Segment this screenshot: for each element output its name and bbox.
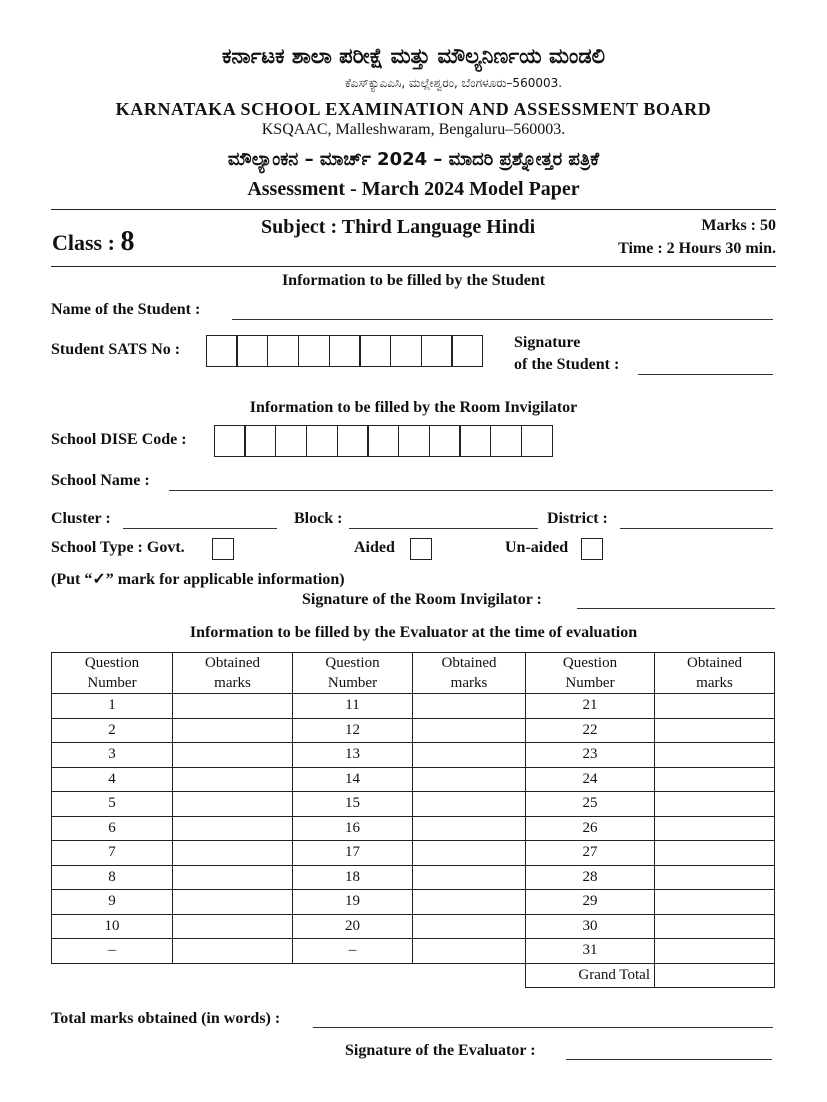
question-number-cell: 6 — [52, 816, 173, 841]
duration: Time : 2 Hours 30 min. — [618, 240, 776, 257]
obtained-marks-cell[interactable] — [413, 841, 526, 866]
obtained-marks-cell[interactable] — [173, 816, 293, 841]
cluster-label: Cluster : — [51, 510, 111, 527]
tick-note: (Put “✓” mark for applicable information) — [51, 571, 345, 588]
question-number-cell: 16 — [293, 816, 413, 841]
evaluator-signature-field[interactable] — [566, 1059, 772, 1060]
evaluator-section-heading: Information to be filled by the Evaluator at the time of evaluation — [189, 624, 638, 641]
header-question-number: Question Number — [52, 653, 173, 694]
obtained-marks-cell[interactable] — [173, 890, 293, 915]
dise-code-boxes[interactable] — [215, 425, 553, 457]
block-field[interactable] — [349, 528, 538, 529]
obtained-marks-cell[interactable] — [413, 792, 526, 817]
invigilator-signature-label: Signature of the Room Invigilator : — [302, 591, 542, 608]
obtained-marks-cell[interactable] — [413, 816, 526, 841]
question-number-cell: 4 — [52, 767, 173, 792]
question-number-cell: 8 — [52, 865, 173, 890]
class-label: Class : — [52, 230, 115, 255]
max-marks: Marks : 50 — [701, 217, 776, 234]
question-number-cell: 2 — [52, 718, 173, 743]
obtained-marks-cell[interactable] — [413, 718, 526, 743]
student-signature-field[interactable] — [638, 374, 773, 375]
obtained-marks-cell[interactable] — [655, 718, 775, 743]
question-number-cell: 14 — [293, 767, 413, 792]
table-row — [52, 718, 775, 743]
table-row — [52, 890, 775, 915]
district-label: District : — [547, 510, 608, 527]
school-name-label: School Name : — [51, 472, 150, 489]
empty-cell — [293, 963, 413, 988]
obtained-marks-cell[interactable] — [413, 914, 526, 939]
school-name-field[interactable] — [169, 490, 773, 491]
obtained-marks-cell[interactable] — [655, 841, 775, 866]
header-question-number: Question Number — [526, 653, 655, 694]
marks-table-header-row — [52, 653, 775, 694]
empty-cell — [173, 963, 293, 988]
obtained-marks-cell[interactable] — [655, 914, 775, 939]
board-name-kannada: ಕರ್ನಾಟಕ ಶಾಲಾ ಪರೀಕ್ಷೆ ಮತ್ತು ಮೌಲ್ಯನಿರ್ಣಯ ಮಂಡಲಿ — [221, 44, 606, 68]
obtained-marks-cell[interactable] — [413, 743, 526, 768]
question-number-cell: 19 — [293, 890, 413, 915]
obtained-marks-cell[interactable] — [413, 865, 526, 890]
question-number-cell: 11 — [293, 694, 413, 719]
header-question-number: Question Number — [293, 653, 413, 694]
dise-code-label: School DISE Code : — [51, 431, 187, 448]
obtained-marks-cell[interactable] — [655, 792, 775, 817]
aided-label: Aided — [354, 539, 395, 556]
question-number-cell: 12 — [293, 718, 413, 743]
exam-title-english: Assessment - March 2024 Model Paper — [247, 178, 580, 200]
question-number-cell: 30 — [526, 914, 655, 939]
question-number-cell: 31 — [526, 939, 655, 964]
obtained-marks-cell[interactable] — [173, 767, 293, 792]
obtained-marks-cell[interactable] — [413, 694, 526, 719]
grand-total-label: Grand Total — [526, 963, 655, 988]
class-info — [52, 226, 134, 258]
info-divider — [51, 266, 776, 267]
exam-title-kannada: ಮೌಲ್ಯಾಂಕನ – ಮಾರ್ಚ್ 2024 – ಮಾದರಿ ಪ್ರಶ್ನೋತ್ತರ ಪತ್ರಿಕೆ — [227, 149, 600, 170]
student-signature-label-1: Signature — [514, 334, 581, 351]
table-row — [52, 694, 775, 719]
question-number-cell: 9 — [52, 890, 173, 915]
obtained-marks-cell[interactable] — [173, 914, 293, 939]
question-number-cell: 7 — [52, 841, 173, 866]
table-row — [52, 841, 775, 866]
header-obtained-marks: Obtained marks — [655, 653, 775, 694]
obtained-marks-cell[interactable] — [655, 743, 775, 768]
question-number-cell: 29 — [526, 890, 655, 915]
empty-cell — [413, 963, 526, 988]
obtained-marks-cell[interactable] — [173, 743, 293, 768]
obtained-marks-cell[interactable] — [655, 816, 775, 841]
question-number-cell: 22 — [526, 718, 655, 743]
unaided-label: Un-aided — [505, 539, 569, 556]
class-value: 8 — [120, 226, 135, 257]
obtained-marks-cell[interactable] — [173, 694, 293, 719]
obtained-marks-cell[interactable] — [655, 694, 775, 719]
question-number-cell: – — [293, 939, 413, 964]
block-label: Block : — [294, 510, 343, 527]
student-name-field[interactable] — [232, 319, 773, 320]
question-number-cell: 25 — [526, 792, 655, 817]
grand-total-row — [52, 963, 775, 988]
question-number-cell: 20 — [293, 914, 413, 939]
question-number-cell: 1 — [52, 694, 173, 719]
evaluator-signature-label: Signature of the Evaluator : — [345, 1042, 536, 1059]
obtained-marks-cell[interactable] — [655, 767, 775, 792]
question-number-cell: 24 — [526, 767, 655, 792]
aided-checkbox[interactable] — [410, 538, 432, 560]
question-number-cell: 15 — [293, 792, 413, 817]
obtained-marks-cell[interactable] — [173, 792, 293, 817]
obtained-marks-cell[interactable] — [655, 890, 775, 915]
obtained-marks-cell[interactable] — [173, 841, 293, 866]
question-number-cell: 26 — [526, 816, 655, 841]
board-address-english: KSQAAC, Malleshwaram, Bengaluru–560003. — [261, 121, 566, 138]
question-number-cell: 5 — [52, 792, 173, 817]
empty-cell — [52, 963, 173, 988]
obtained-marks-cell[interactable] — [173, 865, 293, 890]
subject: Subject : Third Language Hindi — [261, 216, 536, 238]
cluster-field[interactable] — [123, 528, 277, 529]
question-number-cell: 21 — [526, 694, 655, 719]
board-address-kannada: ಕೆಎಸ್‌ಕ್ಯುಎಎಸಿ, ಮಲ್ಲೇಶ್ವರಂ, ಬೆಂಗಳೂರು–560003. — [344, 76, 563, 90]
student-signature-label-2: of the Student : — [514, 356, 620, 373]
table-row — [52, 865, 775, 890]
unaided-checkbox[interactable] — [581, 538, 603, 560]
obtained-marks-cell[interactable] — [413, 890, 526, 915]
student-name-label: Name of the Student : — [51, 301, 201, 318]
obtained-marks-cell[interactable] — [173, 718, 293, 743]
total-marks-words-label: Total marks obtained (in words) : — [51, 1010, 281, 1027]
table-row — [52, 816, 775, 841]
sats-label: Student SATS No : — [51, 341, 181, 358]
obtained-marks-cell[interactable] — [413, 939, 526, 964]
question-number-cell: 3 — [52, 743, 173, 768]
table-row — [52, 939, 775, 964]
invigilator-signature-field[interactable] — [577, 608, 775, 609]
header-obtained-marks: Obtained marks — [413, 653, 526, 694]
question-number-cell: 27 — [526, 841, 655, 866]
sats-number-boxes[interactable] — [207, 335, 483, 367]
obtained-marks-cell[interactable] — [173, 939, 293, 964]
govt-checkbox[interactable] — [212, 538, 234, 560]
question-number-cell: 13 — [293, 743, 413, 768]
district-field[interactable] — [620, 528, 773, 529]
question-number-cell: 10 — [52, 914, 173, 939]
marks-table — [51, 652, 775, 988]
table-row — [52, 792, 775, 817]
obtained-marks-cell[interactable] — [413, 767, 526, 792]
invigilator-section-heading: Information to be filled by the Room Invigilator — [249, 399, 578, 416]
question-number-cell: – — [52, 939, 173, 964]
obtained-marks-cell[interactable] — [655, 865, 775, 890]
board-name-english: KARNATAKA SCHOOL EXAMINATION AND ASSESSMENT BOARD — [115, 99, 712, 119]
header-obtained-marks: Obtained marks — [173, 653, 293, 694]
table-row — [52, 914, 775, 939]
question-number-cell: 23 — [526, 743, 655, 768]
table-row — [52, 767, 775, 792]
question-number-cell: 18 — [293, 865, 413, 890]
question-number-cell: 17 — [293, 841, 413, 866]
school-type-label: School Type : Govt. — [51, 539, 185, 556]
student-section-heading: Information to be filled by the Student — [281, 272, 546, 289]
grand-total-value[interactable] — [655, 963, 775, 988]
total-marks-words-field[interactable] — [313, 1027, 773, 1028]
table-row — [52, 743, 775, 768]
obtained-marks-cell[interactable] — [655, 939, 775, 964]
question-number-cell: 28 — [526, 865, 655, 890]
header-divider — [51, 209, 776, 210]
